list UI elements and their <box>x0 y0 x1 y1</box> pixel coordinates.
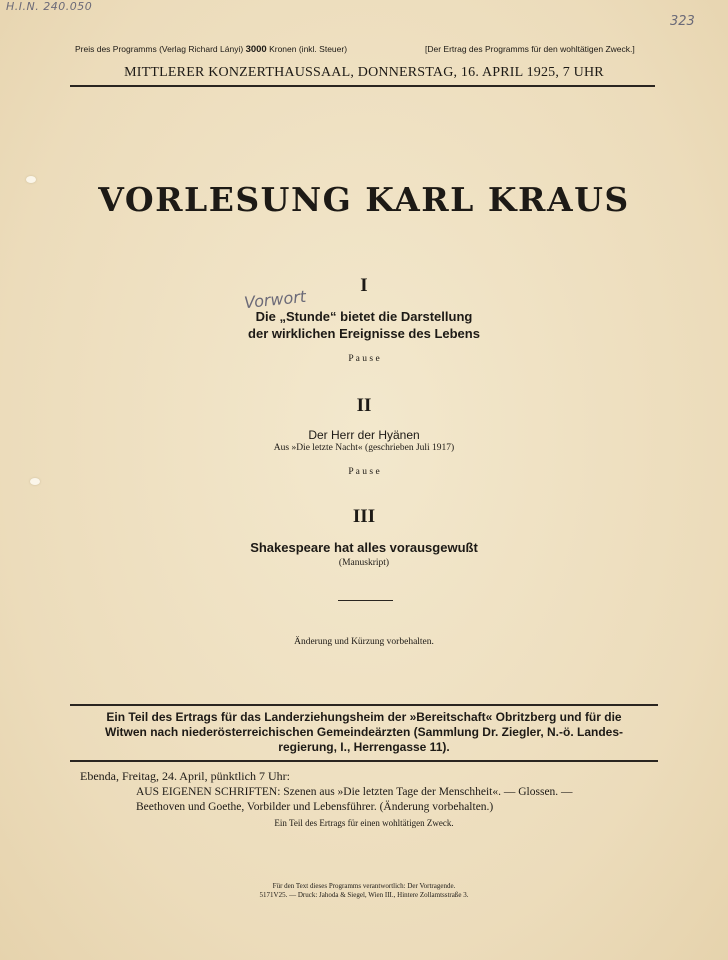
footer-line1: Für den Text dieses Programms verantwortlich: Der Vortragende. <box>272 882 456 890</box>
next-event-intro: Ebenda, Freitag, 24. April, pünktlich 7 Uhr: <box>80 769 290 783</box>
page-number: 323 <box>670 14 695 29</box>
pause-1: P a u s e <box>348 354 380 364</box>
pause-2: P a u s e <box>348 467 380 477</box>
venue-line: MITTLERER KONZERTHAUSSAAL, DONNERSTAG, 16. APRIL 1925, 7 UHR <box>124 65 604 80</box>
charity-note: [Der Ertrag des Programms für den wohltätigen Zweck.] <box>425 44 635 54</box>
next-event-line1: AUS EIGENEN SCHRIFTEN: Szenen aus »Die letzten Tage der Menschheit«. — Glossen. — <box>136 786 573 798</box>
reservation-note: Änderung und Kürzung vorbehalten. <box>294 637 434 647</box>
catalog-number: H.I.N. 240.050 <box>6 0 93 13</box>
punch-hole-bottom <box>30 478 40 485</box>
benefit-line3: regierung, I., Herrengasse 11). <box>278 740 450 754</box>
section-divider <box>338 600 393 601</box>
benefit-rule-bottom <box>70 760 658 762</box>
part3-numeral: III <box>352 506 376 527</box>
part1-line1: Die „Stunde“ bietet die Darstellung <box>255 309 473 324</box>
handwritten-annotation: Vorwort <box>243 286 307 313</box>
part1-numeral: I <box>360 275 368 296</box>
part2-title: Der Herr der Hyänen <box>308 428 420 442</box>
part3-subtitle: (Manuskript) <box>338 558 390 568</box>
header-rule <box>70 85 655 87</box>
price-note: Preis des Programms (Verlag Richard Lányi) 3000 Kronen (inkl. Steuer) <box>75 44 348 55</box>
part1-line2: der wirklichen Ereignisse des Lebens <box>248 326 480 341</box>
part2-numeral: II <box>356 395 372 416</box>
benefit-line2: Witwen nach niederösterreichischen Gemeindeärzten (Sammlung Dr. Ziegler, N.-ö. Landes- <box>104 725 623 739</box>
part2-subtitle: Aus »Die letzte Nacht« (geschrieben Juli 1917) <box>273 443 455 453</box>
benefit-rule-top <box>70 704 658 706</box>
next-event-line2: Beethoven und Goethe, Vorbilder und Lebensführer. (Änderung vorbehalten.) <box>136 801 494 813</box>
benefit-line1: Ein Teil des Ertrags für das Landerziehungsheim der »Bereitschaft« Obritzberg und für die <box>106 710 622 724</box>
next-event-line3: Ein Teil des Ertrags für einen wohltätigen Zweck. <box>274 818 454 828</box>
page-title: VORLESUNG KARL KRAUS <box>98 180 630 219</box>
part3-title: Shakespeare hat alles vorausgewußt <box>250 540 478 555</box>
footer-line2: 5171V25. — Druck: Jahoda & Siegel, Wien III., Hintere Zollamtsstraße 3. <box>259 891 469 899</box>
